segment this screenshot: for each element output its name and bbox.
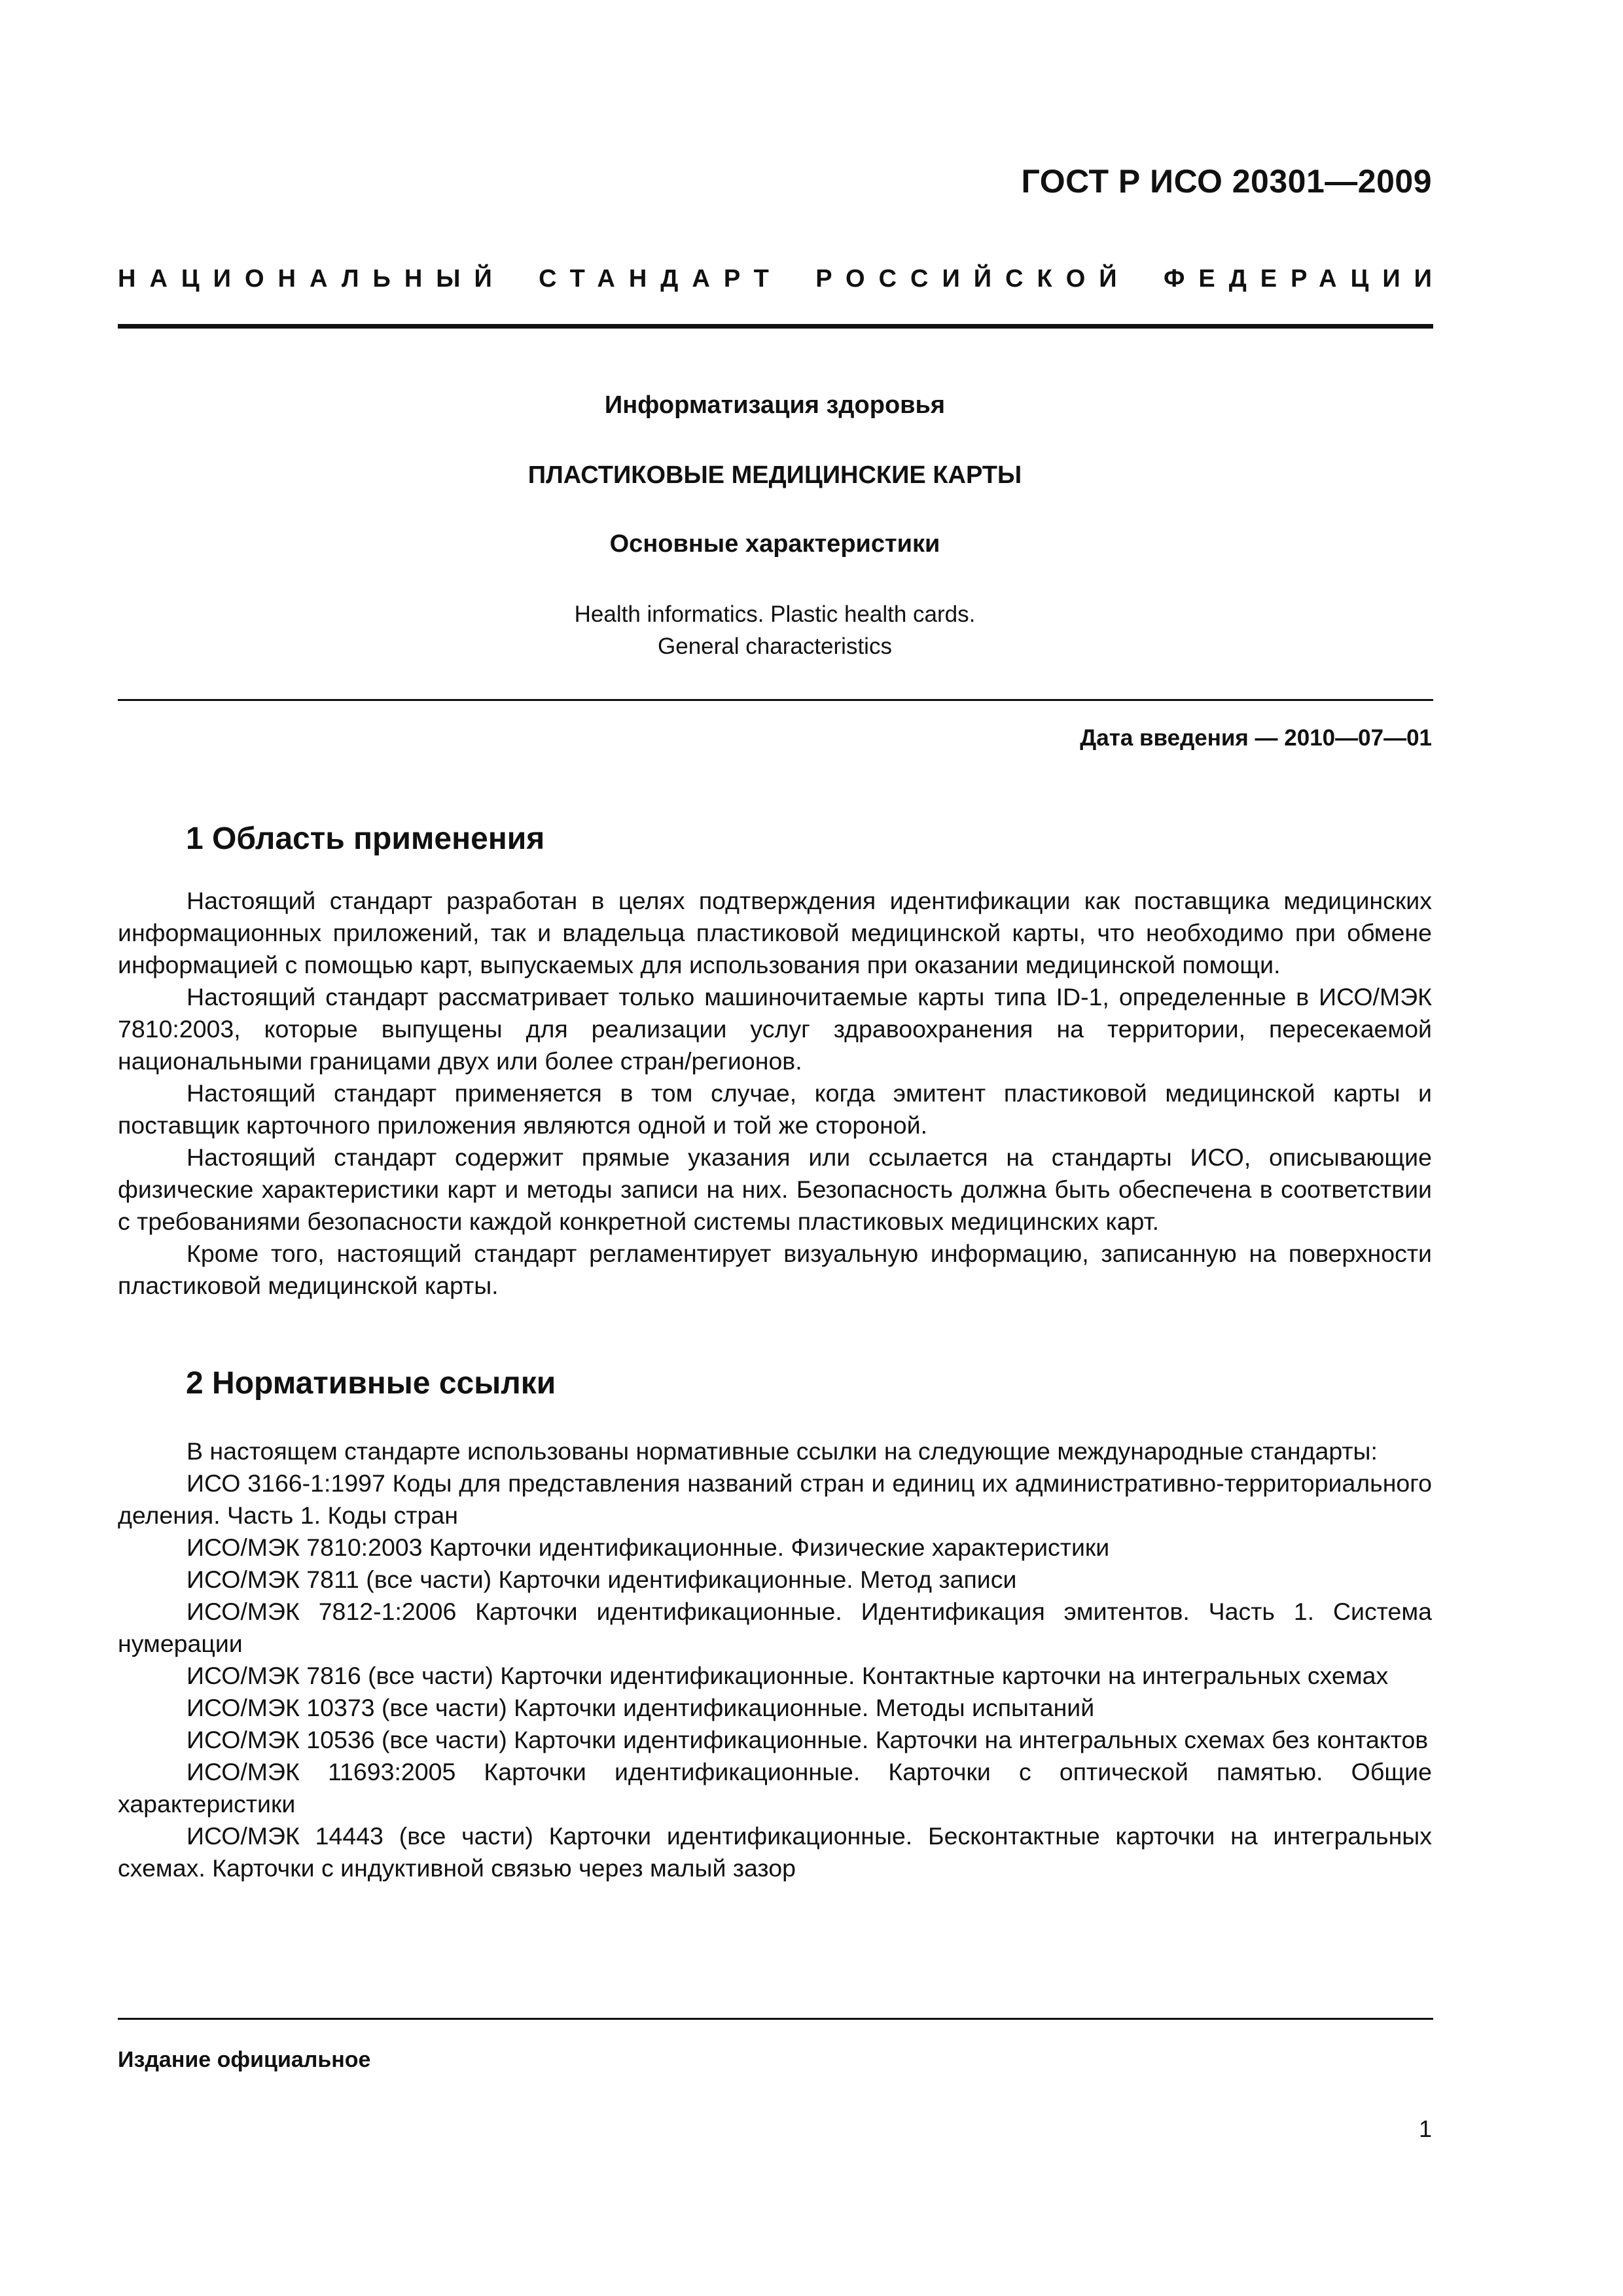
english-title xyxy=(118,598,1432,662)
page-number: 1 xyxy=(1418,2115,1432,2142)
paragraph: Кроме того, настоящий стандарт регламентирует визуальную информацию, записанную на поверхности пластиковой медицинской карты. xyxy=(118,1240,1432,1299)
reference-item: ИСО 3166-1:1997 Коды для представления названий стран и единиц их административно-территориального деления. Часть 1. Коды стран xyxy=(118,1469,1432,1529)
reference-item: ИСО/МЭК 11693:2005 Карточки идентификационные. Карточки с оптической памятью. Общие характеристики xyxy=(118,1758,1432,1818)
reference-item: ИСО/МЭК 7816 (все части) Карточки идентификационные. Контактные карточки на интегральных схемах xyxy=(187,1662,1389,1689)
paragraph: Настоящий стандарт разработан в целях подтверждения идентификации как поставщика медицинских информационных приложений, так и владельца пластиковой медицинской карты, что необходимо при обмене информацией с помощью карт, выпускаемых для использования при оказании медицинской помощи. xyxy=(118,887,1432,978)
introduction-date: Дата введения — 2010—07—01 xyxy=(1080,725,1432,751)
reference-item: ИСО/МЭК 7811 (все части) Карточки идентификационные. Метод записи xyxy=(187,1566,1017,1593)
english-title-line: Health informatics. Plastic health cards. xyxy=(574,601,976,627)
reference-item: ИСО/МЭК 14443 (все части) Карточки идентификационные. Бесконтактные карточки на интегральных схемах. Карточки с индуктивной связью через малый зазор xyxy=(118,1822,1432,1882)
banner-word: РОССИЙСКОЙ xyxy=(815,265,1131,293)
reference-item: ИСО/МЭК 10373 (все части) Карточки идентификационные. Методы испытаний xyxy=(187,1694,1095,1721)
english-title-line: General characteristics xyxy=(658,634,892,659)
subject-title: ПЛАСТИКОВЫЕ МЕДИЦИНСКИЕ КАРТЫ xyxy=(527,461,1022,489)
standard-number: ГОСТ Р ИСО 20301—2009 xyxy=(1021,163,1432,200)
title-divider xyxy=(118,699,1433,701)
reference-item: ИСО/МЭК 7812-1:2006 Карточки идентификационные. Идентификация эмитентов. Часть 1. Система нумерации xyxy=(118,1598,1432,1657)
paragraph: Настоящий стандарт рассматривает только машиночитаемые карты типа ID-1, определенные в ИСО/МЭК 7810:2003, которые выпущены для реализации услуг здравоохранения на территории, пересекаемой национальными границами двух или более стран/регионов. xyxy=(118,983,1432,1075)
edition-label: Издание официальное xyxy=(118,2047,371,2072)
national-standard-banner xyxy=(118,265,1446,293)
banner-word: СТАНДАРТ xyxy=(539,265,783,293)
reference-item: ИСО/МЭК 10536 (все части) Карточки идентификационные. Карточки на интегральных схемах без контактов xyxy=(187,1726,1429,1753)
reference-item: ИСО/МЭК 7810:2003 Карточки идентификационные. Физические характеристики xyxy=(187,1534,1110,1561)
paragraph: Настоящий стандарт применяется в том случае, когда эмитент пластиковой медицинской карты и поставщик карточного приложения являются одной и той же стороной. xyxy=(118,1079,1432,1139)
section-heading: 1 Область применения xyxy=(186,821,545,856)
part-title: Основные характеристики xyxy=(609,530,940,558)
section-body xyxy=(118,1435,1432,1884)
footer-divider xyxy=(118,2018,1433,2020)
banner-word: НАЦИОНАЛЬНЫЙ xyxy=(118,265,506,293)
paragraph: В настоящем стандарте использованы нормативные ссылки на следующие международные стандарты: xyxy=(187,1437,1378,1465)
banner-word: ФЕДЕРАЦИИ xyxy=(1163,265,1446,293)
section-body xyxy=(118,885,1432,1302)
field-title: Информатизация здоровья xyxy=(604,391,946,419)
section-heading: 2 Нормативные ссылки xyxy=(186,1366,556,1401)
header-divider xyxy=(118,324,1433,329)
paragraph: Настоящий стандарт содержит прямые указания или ссылается на стандарты ИСО, описывающие физические характеристики карт и методы записи на них. Безопасность должна быть обеспечена в соответствии с требованиями безопасности каждой конкретной системы пластиковых медицинских карт. xyxy=(118,1143,1432,1235)
